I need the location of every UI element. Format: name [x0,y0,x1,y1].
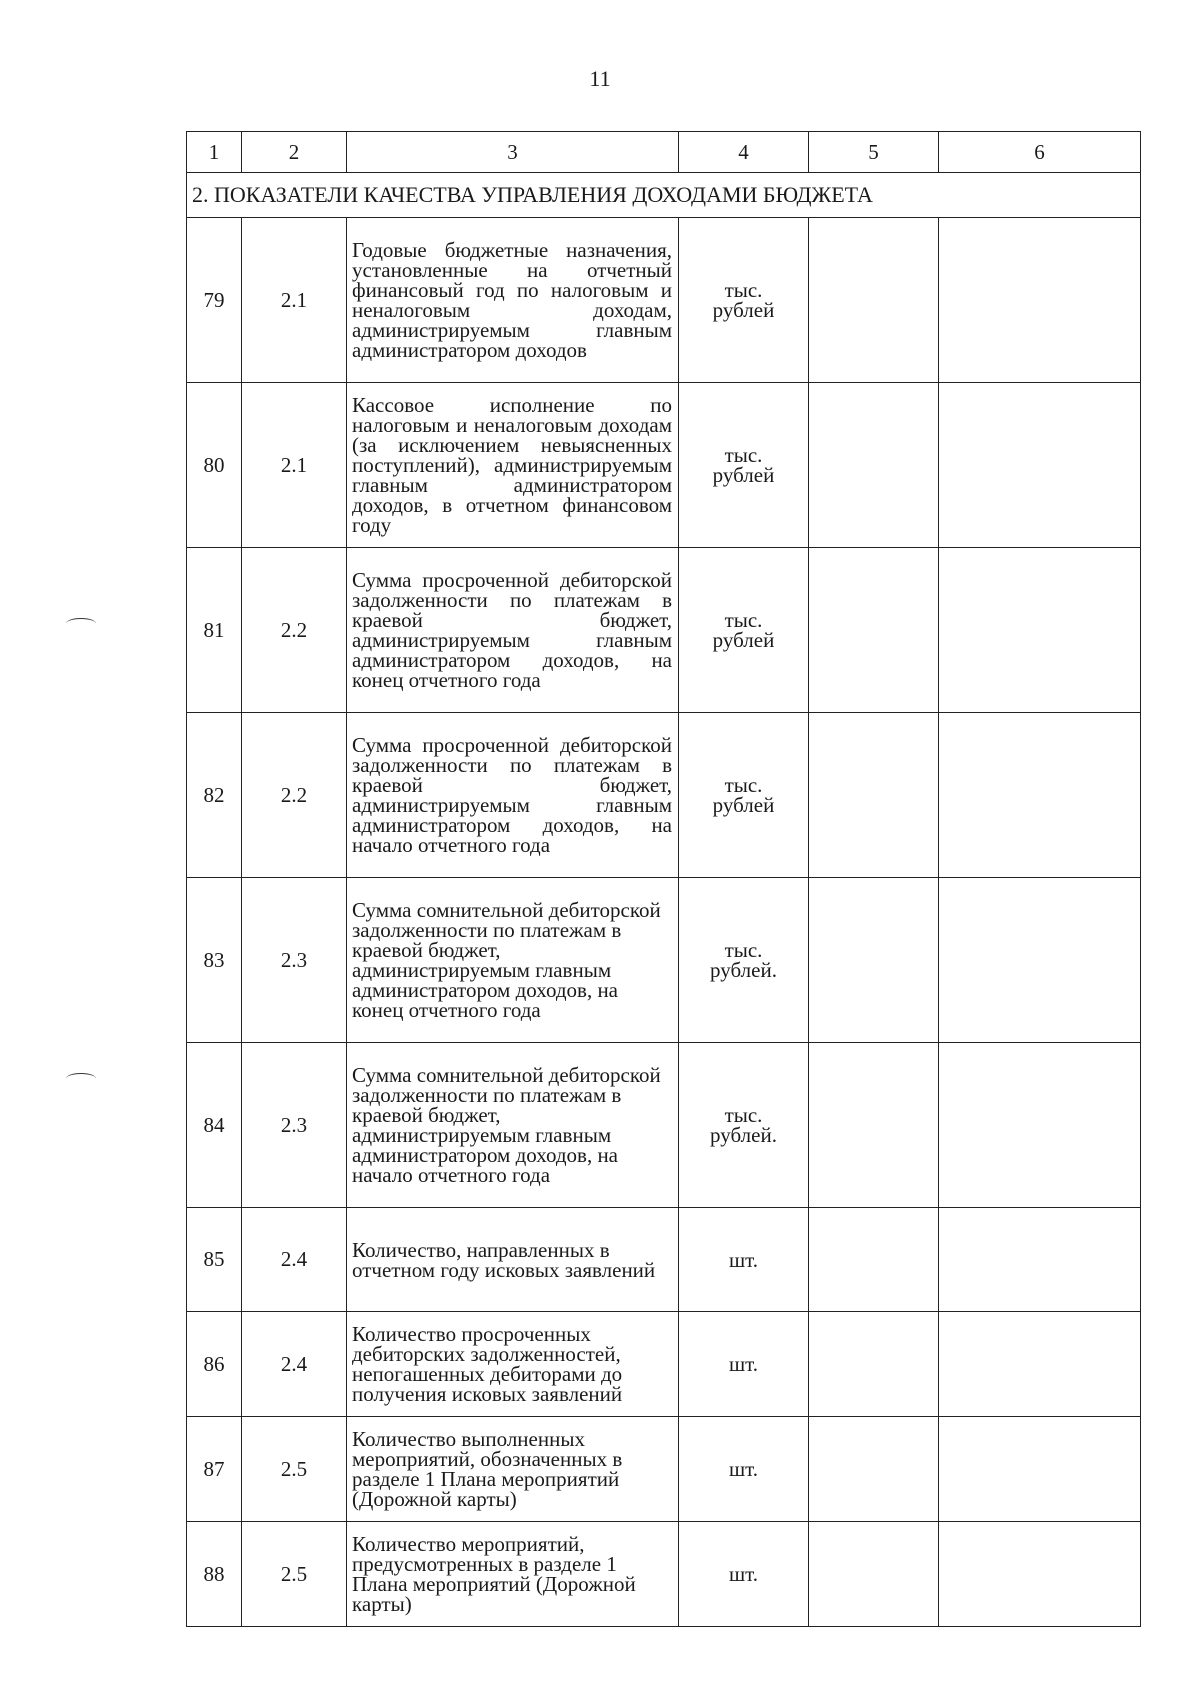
row-unit [679,383,809,548]
row-number: 83 [187,878,242,1043]
table-row [187,878,1141,1043]
row-code: 2.4 [242,1208,347,1312]
section-title: 2. ПОКАЗАТЕЛИ КАЧЕСТВА УПРАВЛЕНИЯ ДОХОДАМИ БЮДЖЕТА [187,173,1141,218]
unit-line-1: шт. [728,1247,759,1272]
unit-line-1: шт. [728,1457,759,1481]
row-description: Кассовое исполнение по налоговым и неналоговым доходам (за исключением невыясненных поступлений), администрируемым главным администратором доходов, в отчетном финансовом году [347,383,679,548]
row-col6 [939,1417,1141,1522]
unit-line-2: рублей [712,463,775,487]
row-code: 2.2 [242,713,347,878]
row-code: 2.2 [242,548,347,713]
row-col6 [939,383,1141,548]
table-row [187,1417,1141,1522]
row-description: Количество выполненных мероприятий, обозначенных в разделе 1 Плана мероприятий (Дорожной карты) [347,1417,679,1522]
row-col5 [809,1208,939,1312]
row-col5 [809,218,939,383]
row-number: 87 [187,1417,242,1522]
row-col6 [939,878,1141,1043]
unit-line-1: тыс. [724,938,763,962]
row-col6 [939,1043,1141,1208]
row-number: 85 [187,1208,242,1312]
row-number: 79 [187,218,242,383]
row-col6 [939,1208,1141,1312]
table-row [187,1522,1141,1627]
table-row [187,1208,1141,1312]
row-col5 [809,1043,939,1208]
unit-line-1: шт. [728,1562,759,1586]
unit-line-2: рублей [712,793,775,817]
row-unit [679,1522,809,1627]
row-unit [679,1417,809,1522]
indicators-table [186,131,1141,1627]
row-unit [679,1312,809,1417]
row-code: 2.5 [242,1417,347,1522]
table-row [187,1043,1141,1208]
row-col5 [809,1417,939,1522]
header-col-6: 6 [939,132,1141,173]
header-row [187,132,1141,173]
unit-line-1: тыс. [724,443,763,467]
row-col5 [809,1522,939,1627]
row-unit [679,878,809,1043]
row-code: 2.4 [242,1312,347,1417]
row-col6 [939,218,1141,383]
table-row [187,713,1141,878]
row-number: 84 [187,1043,242,1208]
row-number: 82 [187,713,242,878]
row-col5 [809,878,939,1043]
row-description: Количество, направленных в отчетном году исковых заявлений [347,1208,679,1312]
row-col5 [809,548,939,713]
punch-mark-lower [66,1073,96,1084]
table-row [187,383,1141,548]
row-col5 [809,713,939,878]
page-number: 11 [589,66,611,91]
unit-line-1: шт. [728,1352,759,1376]
row-unit [679,713,809,878]
table-row [187,548,1141,713]
unit-line-1: тыс. [724,1103,763,1127]
row-col6 [939,548,1141,713]
row-unit [679,218,809,383]
row-col6 [939,1522,1141,1627]
header-col-3: 3 [347,132,679,173]
header-col-1: 1 [187,132,242,173]
row-code: 2.3 [242,1043,347,1208]
unit-line-2: рублей. [710,1123,777,1147]
row-code: 2.3 [242,878,347,1043]
row-number: 81 [187,548,242,713]
row-description: Количество мероприятий, предусмотренных в разделе 1 Плана мероприятий (Дорожной карты) [347,1522,679,1627]
row-description: Сумма просроченной дебиторской задолженности по платежам в краевой бюджет, администрируемым главным администратором доходов, на начало отчетного года [347,713,679,878]
unit-line-1: тыс. [724,773,763,797]
table-row [187,218,1141,383]
row-code: 2.5 [242,1522,347,1627]
row-unit [679,1043,809,1208]
row-number: 80 [187,383,242,548]
row-col6 [939,1312,1141,1417]
row-description: Годовые бюджетные назначения, установленные на отчетный финансовый год по налоговым и неналоговым доходам, администрируемым главным администратором доходов [347,218,679,383]
row-unit [679,1208,809,1312]
row-number: 88 [187,1522,242,1627]
row-description: Сумма сомнительной дебиторской задолженности по платежам в краевой бюджет, администрируемым главным администратором доходов, на начало отчетного года [347,1043,679,1208]
header-col-5: 5 [809,132,939,173]
row-description: Сумма сомнительной дебиторской задолженности по платежам в краевой бюджет, администрируемым главным администратором доходов, на конец отчетного года [347,878,679,1043]
punch-mark-upper [66,618,96,629]
row-col5 [809,383,939,548]
unit-line-1: тыс. [724,608,763,632]
table-row [187,1312,1141,1417]
section-row [187,173,1141,218]
unit-line-2: рублей [712,628,775,652]
row-description: Сумма просроченной дебиторской задолженности по платежам в краевой бюджет, администрируемым главным администратором доходов, на конец отчетного года [347,548,679,713]
unit-line-2: рублей. [710,958,777,982]
row-col6 [939,713,1141,878]
row-unit [679,548,809,713]
unit-line-1: тыс. [724,278,763,302]
header-col-2: 2 [242,132,347,173]
unit-line-2: рублей [712,298,775,322]
row-code: 2.1 [242,218,347,383]
row-number: 86 [187,1312,242,1417]
header-col-4: 4 [679,132,809,173]
row-code: 2.1 [242,383,347,548]
row-description: Количество просроченных дебиторских задолженностей, непогашенных дебиторами до получения исковых заявлений [347,1312,679,1417]
row-col5 [809,1312,939,1417]
